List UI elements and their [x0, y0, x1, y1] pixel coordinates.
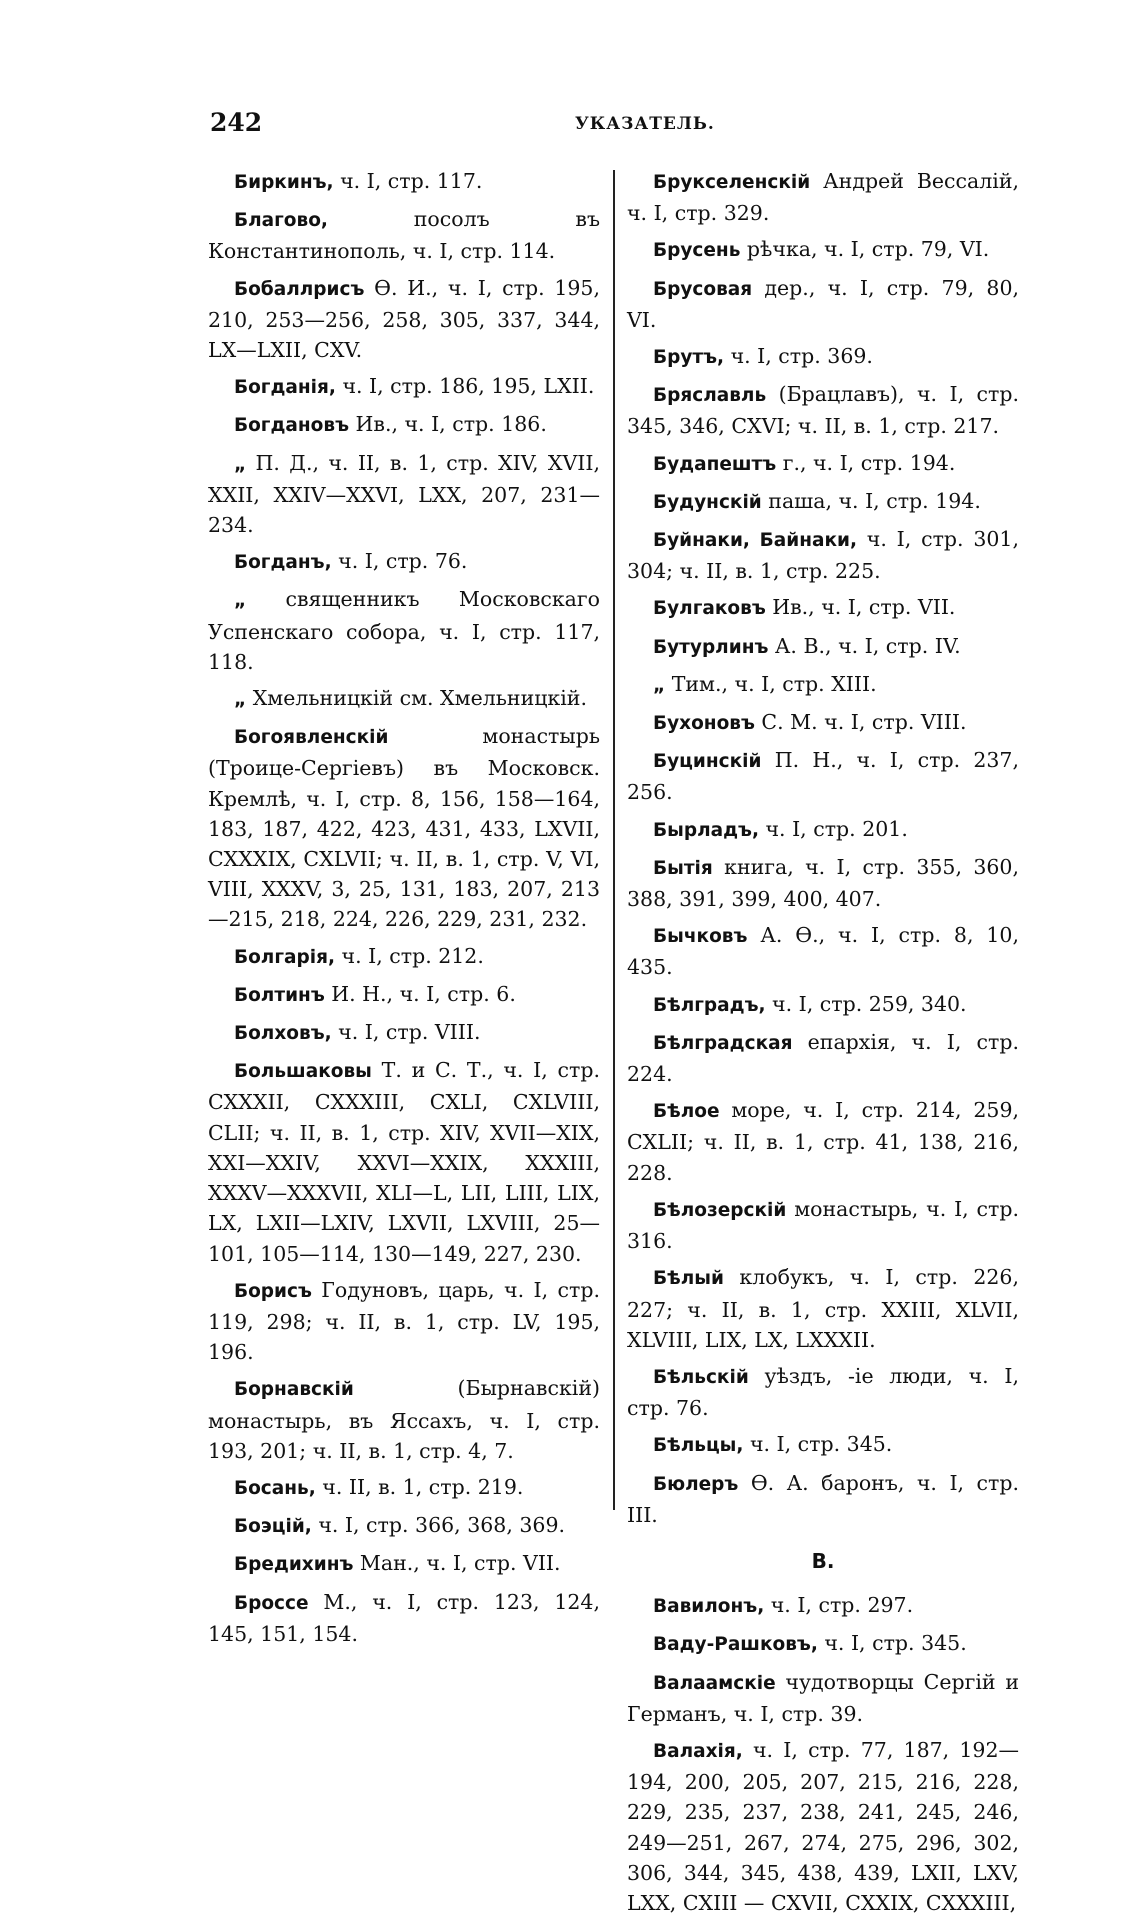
index-entry — [627, 1468, 1019, 1530]
entry-references: Ѳ. И., ч. I, стр. 195, 210, 253—256, 258, 305, 337, 344, LX—LXII, CXV. — [208, 275, 600, 363]
index-entry — [208, 448, 600, 541]
entry-references: М., ч. I, стр. 123, 124, 145, 151, 154. — [208, 1589, 600, 1646]
entry-references: клобукъ, ч. I, стр. 226, 227; ч. II, в. 1, стр. XXIII, XLVII, XLVIII, LIX, LX, LXXXII. — [627, 1265, 1019, 1352]
entry-headword: Болтинъ — [234, 984, 325, 1006]
entry-references: (Брацлавъ), ч. I, стр. 345, 346, CXVI; ч. II, в. 1, стр. 217. — [627, 382, 1019, 439]
index-entry — [208, 1548, 600, 1580]
index-entry — [208, 273, 600, 366]
entry-headword: Благово, — [234, 210, 328, 232]
entry-headword: Биркинъ, — [234, 172, 334, 193]
entry-headword: Брусовая — [653, 278, 753, 300]
right-column — [627, 166, 1019, 1924]
entry-headword: Бухоновъ — [653, 713, 755, 735]
index-entry — [627, 273, 1019, 335]
column-divider — [613, 170, 615, 1510]
index-entry — [627, 852, 1019, 914]
index-entry — [627, 631, 1019, 663]
entry-headword: Броссе — [234, 1592, 309, 1614]
index-entry — [208, 1587, 600, 1649]
entry-references: ч. I, стр. 345. — [743, 1432, 893, 1457]
entry-references: ч. I, стр. 369. — [724, 344, 873, 369]
entry-headword: Богданъ, — [234, 552, 332, 574]
entry-references: море, ч. I, стр. 214, 259, CXLII; ч. II, в. 1, стр. 41, 138, 216, 228. — [627, 1098, 1019, 1185]
entry-headword: Бѣльцы, — [653, 1435, 744, 1457]
index-entry — [627, 814, 1019, 846]
entry-references: А. В., ч. I, стр. IV. — [768, 633, 961, 658]
entry-references: ч. I, стр. 259, 340. — [765, 991, 967, 1016]
entry-references: ч. I, стр. 366, 368, 369. — [311, 1513, 566, 1538]
entry-headword: „ — [653, 674, 666, 696]
right-column-entries-v — [627, 1590, 1019, 1918]
entry-headword: Буйнаки, Байнаки, — [653, 530, 858, 552]
entry-references: Тим., ч. I, стр. XIII. — [665, 671, 877, 696]
index-entry — [208, 409, 600, 441]
entry-headword: Бѣлый — [653, 1268, 724, 1290]
entry-references: г., ч. I, стр. 194. — [776, 450, 956, 475]
entry-references: монастырь, ч. I, стр. 316. — [627, 1196, 1019, 1254]
entry-references: посолъ въ Константинополь, ч. I, стр. 114. — [208, 207, 600, 264]
left-column — [208, 166, 600, 1655]
entry-headword: Бѣлое — [653, 1101, 720, 1123]
entry-headword: Болгарія, — [234, 946, 336, 968]
entry-headword: Бѣлградская — [653, 1032, 793, 1054]
index-entry — [208, 584, 600, 677]
entry-headword: Богданія, — [234, 377, 336, 399]
entry-headword: Бычковъ — [653, 926, 748, 948]
entry-headword: Будапештъ — [653, 453, 777, 475]
entry-references: С. М. ч. I, стр. VIII. — [754, 710, 967, 735]
entry-references: ч. I, стр. 76. — [331, 549, 468, 574]
entry-references: дер., ч. I, стр. 79, 80, VI. — [627, 275, 1019, 332]
entry-references: Ив., ч. I, стр. 186. — [349, 412, 547, 437]
index-entry — [208, 683, 600, 715]
index-entry — [208, 204, 600, 266]
entry-headword: Бряславль — [653, 385, 767, 407]
entry-references: ч. I, стр. 297. — [764, 1593, 914, 1618]
entry-headword: Богдановъ — [234, 415, 350, 437]
entry-headword: Бѣлградъ, — [653, 994, 766, 1016]
entry-references: ч. I, стр. 301, 304; ч. II, в. 1, стр. 225. — [627, 527, 1019, 584]
entry-headword: Брутъ, — [653, 347, 725, 369]
entry-references: (Бырнавскій) монастырь, въ Яссахъ, ч. I, стр. 193, 201; ч. II, в. 1, стр. 4, 7. — [208, 1376, 600, 1463]
index-entry — [627, 448, 1019, 480]
index-entry — [627, 341, 1019, 373]
entry-headword: Бырладъ, — [653, 819, 759, 841]
entry-references: ч. I, стр. 117. — [333, 169, 483, 193]
entry-headword: Бредихинъ — [234, 1554, 354, 1576]
entry-headword: Брукселенскій — [653, 172, 811, 193]
index-entry — [627, 166, 1019, 228]
index-entry — [208, 1510, 600, 1542]
entry-headword: Борнавскій — [234, 1379, 354, 1401]
entry-references: П. Н., ч. I, стр. 237, 256. — [627, 748, 1019, 805]
entry-headword: Босань, — [234, 1477, 316, 1499]
index-entry — [208, 1055, 600, 1268]
entry-references: П. Д., ч. II, в. 1, стр. XIV, XVII, XXII, XXIV—XXVI, LXX, 207, 231—234. — [208, 450, 600, 538]
page-number: 242 — [210, 108, 263, 137]
entry-references: Хмельницкій см. Хмельницкій. — [246, 686, 587, 711]
entry-headword: Валахія, — [653, 1740, 743, 1762]
index-entry — [627, 1361, 1019, 1423]
entry-references: ч. I, стр. 186, 195, LXII. — [335, 374, 595, 399]
index-entry — [208, 546, 600, 578]
index-entry — [627, 1027, 1019, 1089]
index-entry — [627, 234, 1019, 266]
entry-headword: Бѣлозерскій — [653, 1199, 787, 1221]
entry-headword: Буцинскій — [653, 751, 762, 773]
index-entry — [627, 1095, 1019, 1188]
entry-references: Годуновъ, царь, ч. I, стр. 119, 298; ч. II, в. 1, стр. LV, 195, 196. — [208, 1277, 600, 1365]
entry-references: рѣчка, ч. I, стр. 79, VI. — [740, 237, 990, 262]
entry-references: ч. I, стр. 77, 187, 192—194, 200, 205, 207, 215, 216, 228, 229, 235, 237, 238, 241, 245, 246, 249—251, 267, 274, 275, 296, 302, 306, 344, 345, 438, 439, LXII, LXV, LXX, CXIII — CXVII, CXXIX, CXXXIII, — [627, 1737, 1019, 1915]
index-entry — [208, 979, 600, 1011]
entry-references: паша, ч. I, стр. 194. — [761, 488, 981, 513]
entry-references: ч. II, в. 1, стр. 219. — [315, 1474, 524, 1499]
entry-references: Т. и С. Т., ч. I, стр. CXXXII, CXXXIII, CXLI, CXLVIII, CLII; ч. II, в. 1, стр. XIV, XVII—XIX, XXI—XXIV, XXVI—XXIX, XXXIII, XXXV—XXXVII, XLI—L, LII, LIII, LIX, LX, LXII—LXIV, LXVII, LXVIII, 25—101, 105—114, 130—149, 227, 230. — [208, 1058, 600, 1266]
entry-references: монастырь (Троице-Сергіевъ) въ Московск. Кремлѣ, ч. I, стр. 8, 156, 158—164, 183, 187, 422, 423, 431, 433, LXVII, CXXXIX, CXLVII; ч. II, в. 1, стр. V, VI, VIII, XXXV, 3, 25, 131, 183, 207, 213—215, 218, 224, 226, 229, 231, 232. — [208, 724, 600, 932]
entry-headword: Булгаковъ — [653, 598, 766, 620]
index-entry — [627, 486, 1019, 518]
index-entry — [627, 592, 1019, 624]
entry-headword: Брусень — [653, 240, 741, 262]
index-entry — [627, 524, 1019, 586]
index-entry — [627, 1262, 1019, 1355]
entry-references: Ман., ч. I, стр. VII. — [353, 1551, 561, 1576]
entry-headword: Большаковы — [234, 1061, 372, 1083]
entry-headword: Бѣльскій — [653, 1366, 749, 1388]
index-entry — [208, 1472, 600, 1504]
index-entry — [627, 379, 1019, 441]
index-entry — [208, 1275, 600, 1368]
entry-headword: Будунскій — [653, 491, 762, 513]
entry-headword: „ — [234, 453, 247, 475]
index-entry — [627, 669, 1019, 701]
entry-references: епархія, ч. I, стр. 224. — [627, 1029, 1019, 1087]
index-entry — [627, 1590, 1019, 1622]
entry-headword: Бутурлинъ — [653, 636, 769, 658]
entry-headword: Валаамскіе — [653, 1672, 776, 1694]
index-entry — [208, 166, 600, 198]
entry-references: ч. I, стр. 345. — [817, 1631, 967, 1656]
index-entry — [627, 1735, 1019, 1918]
index-entry — [627, 989, 1019, 1021]
entry-references: ч. I, стр. 212. — [335, 943, 484, 968]
entry-headword: Вавилонъ, — [653, 1596, 765, 1618]
entry-references: Андрей Вессалій, ч. I, стр. 329. — [627, 169, 1019, 226]
entry-references: священникъ Московскаго Успенскаго собора, ч. I, стр. 117, 118. — [208, 587, 600, 674]
index-entry — [208, 1017, 600, 1049]
index-entry — [208, 721, 600, 934]
index-entry — [627, 1194, 1019, 1256]
entry-references: ч. I, стр. 201. — [758, 816, 908, 841]
entry-references: чудотворцы Сергій и Германъ, ч. I, стр. 39. — [627, 1669, 1019, 1726]
entry-references: книга, ч. I, стр. 355, 360, 388, 391, 399, 400, 407. — [627, 854, 1019, 912]
section-letter: В. — [811, 1548, 835, 1573]
index-entry — [208, 1373, 600, 1466]
index-entry — [627, 745, 1019, 807]
entry-headword: Бобаллрисъ — [234, 278, 365, 300]
entry-headword: „ — [234, 689, 247, 711]
index-entry — [208, 941, 600, 973]
entry-references: А. Ѳ., ч. I, стр. 8, 10, 435. — [627, 923, 1019, 980]
index-entry — [627, 707, 1019, 739]
page-header — [210, 108, 1010, 144]
entry-references: уѣздъ, -іе люди, ч. I, стр. 76. — [627, 1363, 1019, 1421]
index-entry — [208, 371, 600, 403]
entry-references: Ив., ч. I, стр. VII. — [765, 595, 956, 620]
entry-headword: Болховъ, — [234, 1023, 332, 1045]
index-entry — [627, 1667, 1019, 1729]
entry-references: Ѳ. А. баронъ, ч. I, стр. III. — [627, 1470, 1019, 1527]
entry-headword: Бюлеръ — [653, 1473, 739, 1495]
entry-headword: Бытія — [653, 857, 713, 879]
running-head: УКАЗАТЕЛЬ. — [575, 114, 715, 134]
index-entry — [627, 920, 1019, 982]
index-entry — [627, 1628, 1019, 1660]
entry-headword: „ — [234, 590, 247, 612]
index-entry — [627, 1429, 1019, 1461]
entry-headword: Боэцій, — [234, 1516, 312, 1538]
entry-references: ч. I, стр. VIII. — [331, 1020, 481, 1045]
entry-headword: Ваду-Рашковъ, — [653, 1634, 818, 1656]
entry-references: И. Н., ч. I, стр. 6. — [324, 981, 516, 1006]
right-column-entries-b — [627, 166, 1019, 1530]
entry-headword: Богоявленскій — [234, 727, 389, 749]
entry-headword: Борисъ — [234, 1280, 312, 1302]
